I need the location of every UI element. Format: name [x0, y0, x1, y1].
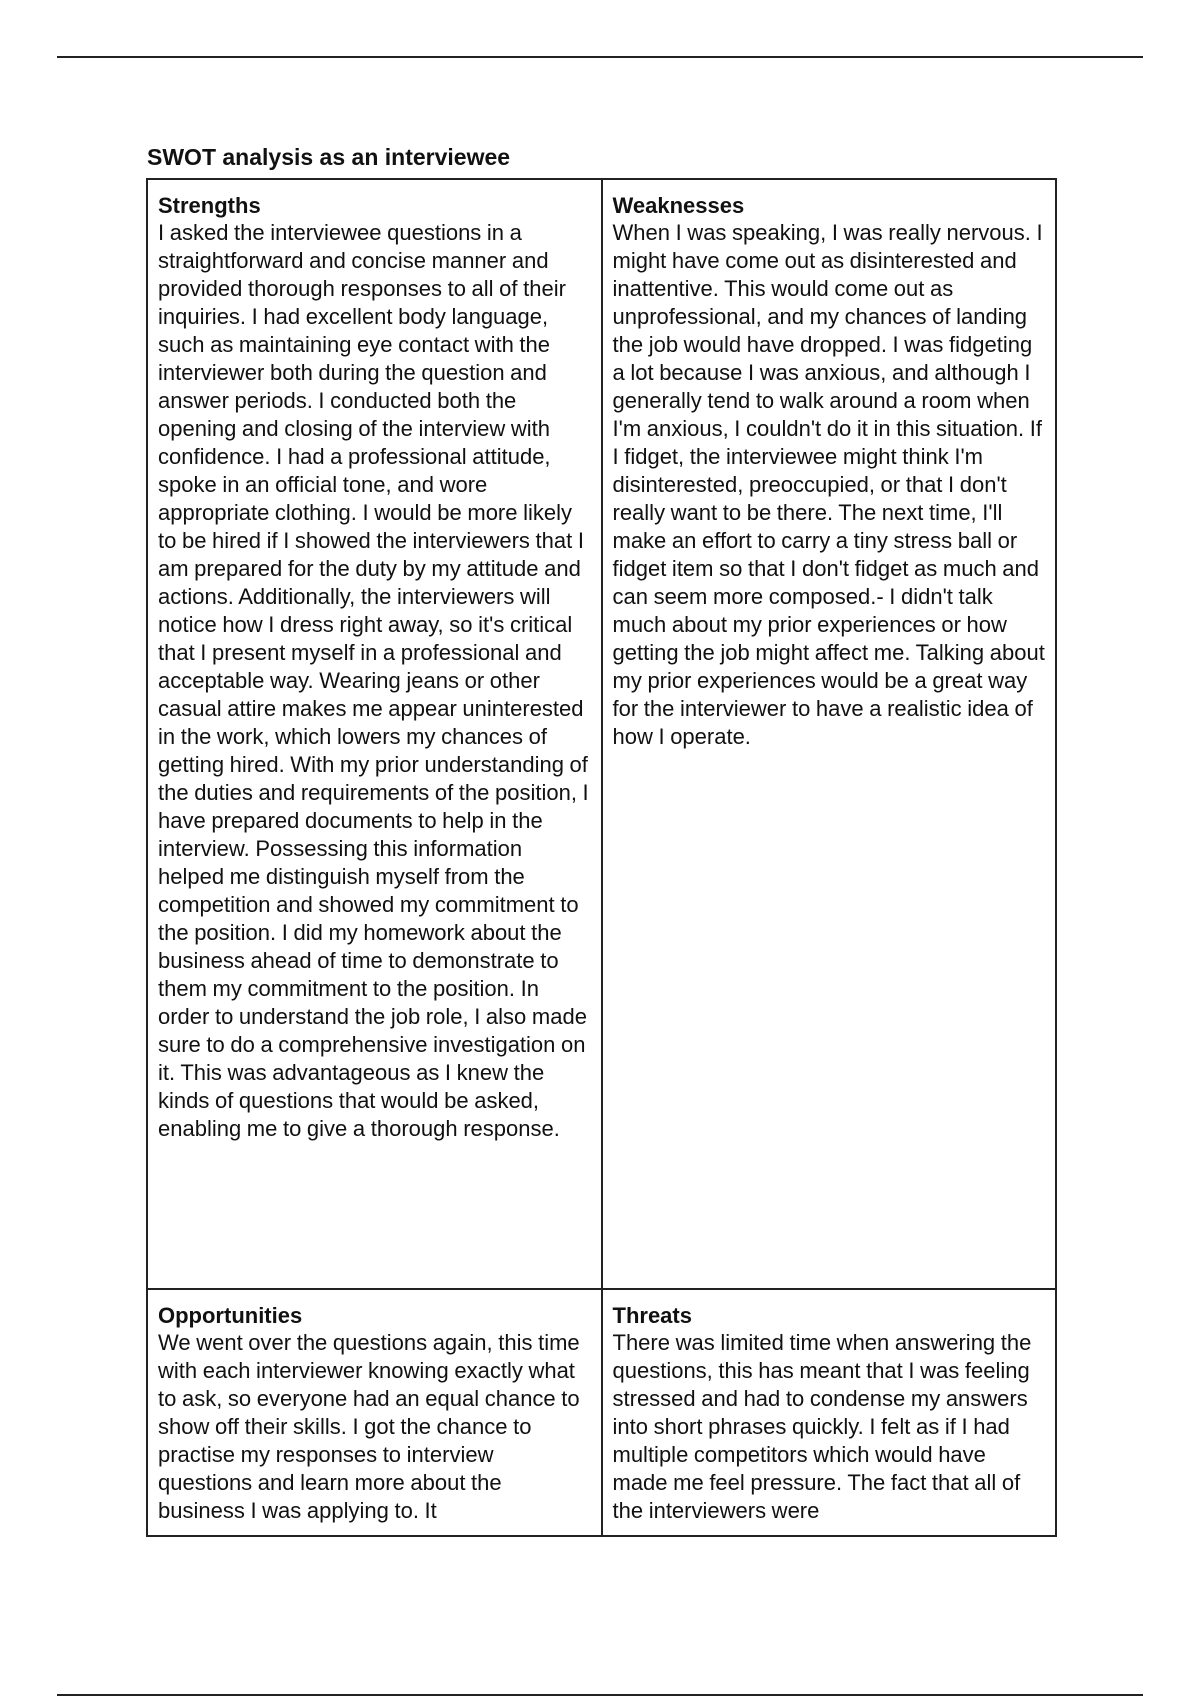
threats-text: There was limited time when answering the questions, this has meant that I was feeling stressed and had to condense my answers into short phrases quickly. I felt as if I had multiple competitors which would have made me feel pressure. The fact that all of the interviewers were: [612, 1330, 1032, 1523]
weaknesses-text: When I was speaking, I was really nervous. I might have come out as disinterested and inattentive. This would come out as unprofessional, and my chances of landing the job would have dropped. I was fidgeting a lot because I was anxious, and although I generally tend to walk around a room when I'm anxious, I couldn't do it in this situation. If I fidget, the interviewee might think I'm disinterested, preoccupied, or that I don't really want to be there. The next time, I'll make an effort to carry a tiny stress ball or fidget item so that I don't fidget as much and can seem more composed.- I didn't talk much about my prior experiences or how getting the job might affect me. Talking about my prior experiences would be a great way for the interviewer to have a realistic idea of how I operate.: [612, 220, 1045, 749]
threats-heading: Threats: [612, 1303, 692, 1328]
document-title: SWOT analysis as an interviewee: [147, 144, 511, 170]
strengths-cell: [147, 179, 602, 1289]
opportunities-text: We went over the questions again, this time with each interviewer knowing exactly what to ask, so everyone had an equal chance to show off their skills. I got the chance to practise my responses to interview questions and learn more about the business I was applying to. It: [158, 1330, 580, 1523]
opportunities-cell: [147, 1289, 602, 1536]
header-rule: [57, 56, 1143, 58]
swot-row-bottom: [147, 1289, 1056, 1536]
opportunities-heading: Opportunities: [158, 1303, 303, 1328]
strengths-text: I asked the interviewee questions in a straightforward and concise manner and provided thorough responses to all of their inquiries. I had excellent body language, such as maintaining eye contact with the interviewer both during the question and answer periods. I conducted both the opening and closing of the interview with confidence. I had a professional attitude, spoke in an official tone, and wore appropriate clothing. I would be more likely to be hired if I showed the interviewers that I am prepared for the duty by my attitude and actions. Additionally, the interviewers will notice how I dress right away, so it's critical that I present myself in a professional and acceptable way. Wearing jeans or other casual attire makes me appear uninterested in the work, which lowers my chances of getting hired. With my prior understanding of the duties and requirements of the position, I have prepared documents to help in the interview. Possessing this information helped me distinguish myself from the competition and showed my commitment to the position. I did my homework about the business ahead of time to demonstrate to them my commitment to the position. In order to understand the job role, I also made sure to do a comprehensive investigation on it. This was advantageous as I knew the kinds of questions that would be asked, enabling me to give a thorough response.: [158, 220, 589, 1141]
weaknesses-cell: [602, 179, 1057, 1289]
swot-row-top: [147, 179, 1056, 1289]
weaknesses-heading: Weaknesses: [612, 193, 745, 218]
strengths-heading: Strengths: [158, 193, 261, 218]
footer-rule: [57, 1694, 1143, 1696]
swot-table: [146, 178, 1057, 1537]
threats-cell: [602, 1289, 1057, 1536]
